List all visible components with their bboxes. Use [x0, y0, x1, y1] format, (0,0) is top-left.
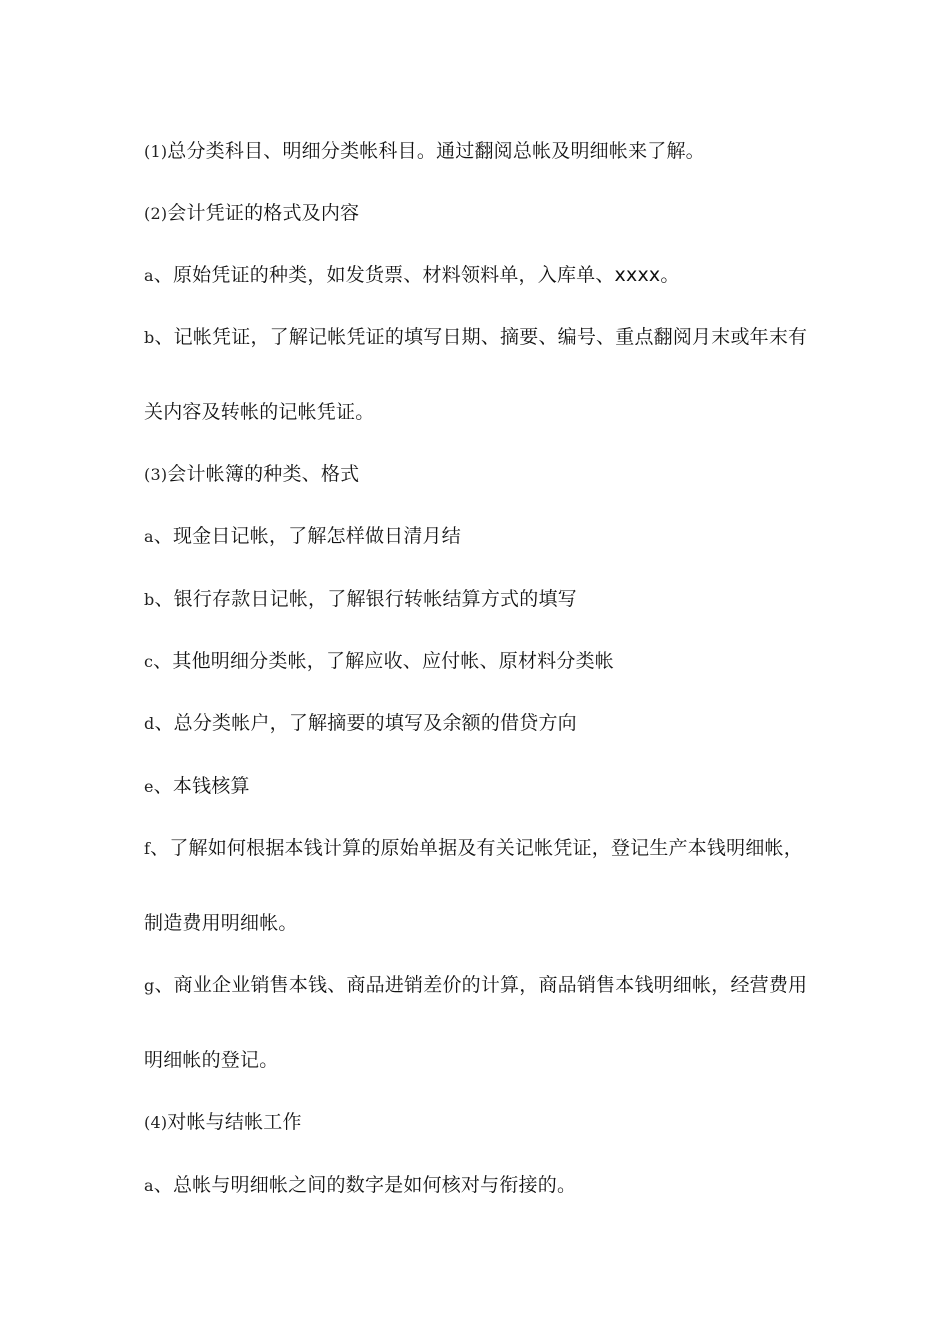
line-14	[144, 972, 824, 999]
line-5	[144, 399, 824, 426]
item-marker: e	[144, 777, 154, 796]
line-7	[144, 523, 824, 550]
line-17	[144, 1172, 824, 1199]
item-marker: a	[144, 1176, 154, 1195]
line-text: 对帐与结帐工作	[167, 1111, 302, 1133]
line-text: 、银行存款日记帐，了解银行转帐结算方式的填写	[154, 588, 577, 610]
line-text: 制造费用明细帐。	[144, 912, 298, 934]
item-marker: (4)	[144, 1113, 168, 1132]
line-text: 、原始凭证的种类，如发货票、材料领料单，入库单、xxxx。	[153, 264, 680, 286]
line-16	[144, 1109, 824, 1136]
line-text: 明细帐的登记。	[144, 1049, 279, 1071]
line-4	[144, 324, 824, 351]
line-text: 、总分类帐户，了解摘要的填写及余额的借贷方向	[154, 712, 577, 734]
line-text: 会计凭证的格式及内容	[167, 202, 360, 224]
line-8	[144, 586, 824, 613]
line-3	[144, 262, 824, 289]
line-text: 总分类科目、明细分类帐科目。通过翻阅总帐及明细帐来了解。	[167, 140, 705, 162]
line-text: 会计帐簿的种类、格式	[167, 463, 360, 485]
item-marker: b	[144, 328, 155, 347]
item-marker: a	[144, 527, 154, 546]
line-9	[144, 648, 824, 675]
line-2	[144, 200, 824, 227]
item-marker: f	[144, 839, 151, 858]
line-13	[144, 910, 824, 937]
line-11	[144, 773, 824, 800]
line-text: 、商业企业销售本钱、商品进销差价的计算，商品销售本钱明细帐，经营费用	[154, 974, 808, 996]
line-text: 、记帐凭证，了解记帐凭证的填写日期、摘要、编号、重点翻阅月末或年末有	[154, 326, 808, 348]
line-15	[144, 1047, 824, 1074]
item-marker: g	[144, 976, 155, 995]
line-12	[144, 835, 824, 862]
line-text: 、本钱核算	[153, 775, 250, 797]
item-marker: b	[144, 590, 155, 609]
line-text: 关内容及转帐的记帐凭证。	[144, 401, 375, 423]
item-marker: (1)	[144, 142, 168, 161]
line-text: 、现金日记帐，了解怎样做日清月结	[153, 525, 461, 547]
item-marker: c	[144, 652, 154, 671]
line-text: 、了解如何根据本钱计算的原始单据及有关记帐凭证，登记生产本钱明细帐，	[150, 837, 803, 859]
item-marker: a	[144, 266, 154, 285]
line-text: 、其他明细分类帐，了解应收、应付帐、原材料分类帐	[153, 650, 614, 672]
line-text: 、总帐与明细帐之间的数字是如何核对与衔接的。	[153, 1174, 577, 1196]
line-6	[144, 461, 824, 488]
line-10	[144, 710, 824, 737]
item-marker: (2)	[144, 204, 168, 223]
line-1	[144, 138, 824, 165]
item-marker: (3)	[144, 465, 168, 484]
item-marker: d	[144, 714, 155, 733]
